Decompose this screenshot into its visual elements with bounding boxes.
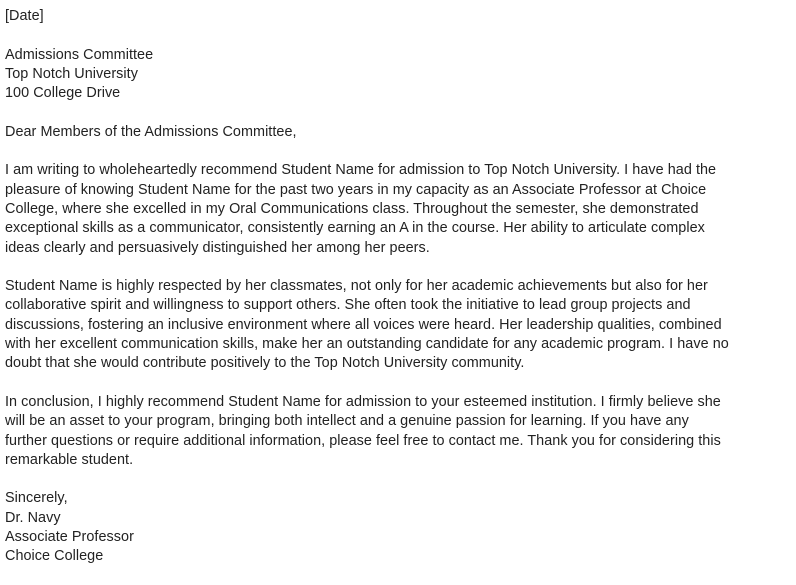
recipient-name: Admissions Committee: [5, 46, 154, 63]
paragraph-line: ideas clearly and persuasively distinguished her among her peers.: [5, 239, 430, 256]
letter-date: [Date]: [5, 8, 44, 24]
spacer: [5, 103, 793, 122]
recipient-block: [5, 46, 793, 104]
signature-name: Dr. Navy: [5, 509, 61, 526]
paragraph-line: exceptional skills as a communicator, consistently earning an A in the course. Her ability to articulate complex: [5, 220, 705, 237]
paragraph-line: doubt that she would contribute positively to the Top Notch University community.: [5, 355, 525, 372]
paragraph-line: Student Name is highly respected by her classmates, not only for her academic achievements but also for her: [5, 278, 708, 295]
closing: Sincerely,: [5, 490, 68, 507]
spacer: [5, 470, 793, 489]
salutation: Dear Members of the Admissions Committee,: [5, 123, 297, 140]
paragraph-line: will be an asset to your program, bringing both intellect and a genuine passion for learning. If you have any: [5, 413, 689, 430]
recommendation-letter: [5, 7, 793, 567]
paragraph-line: collaborative spirit and willingness to support others. She often took the initiative to lead group projects and: [5, 297, 691, 314]
paragraph-line: College, where she excelled in my Oral Communications class. Throughout the semester, she demonstrated: [5, 200, 699, 217]
spacer: [5, 258, 793, 277]
body-paragraph-2: [5, 277, 793, 373]
body-paragraph-3: [5, 393, 793, 470]
signature-title: Associate Professor: [5, 529, 134, 546]
paragraph-line: with her excellent communication skills, make her an outstanding candidate for any academic program. I have no: [5, 336, 729, 353]
paragraph-line: remarkable student.: [5, 451, 134, 468]
signature-institution: Choice College: [5, 548, 104, 565]
paragraph-line: In conclusion, I highly recommend Student Name for admission to your esteemed institution. I firmly believe she: [5, 393, 721, 410]
spacer: [5, 374, 793, 393]
paragraph-line: pleasure of knowing Student Name for the past two years in my capacity as an Associate Professor at Choice: [5, 181, 707, 198]
spacer: [5, 142, 793, 161]
paragraph-line: discussions, fostering an inclusive environment where all voices were heard. Her leadership qualities, combined: [5, 316, 722, 333]
paragraph-line: I am writing to wholeheartedly recommend Student Name for admission to Top Notch University. I have had the: [5, 162, 717, 179]
recipient-address: 100 College Drive: [5, 85, 121, 102]
spacer: [5, 26, 793, 45]
signature-block: [5, 509, 793, 567]
recipient-organization: Top Notch University: [5, 65, 138, 82]
body-paragraph-1: [5, 161, 793, 257]
paragraph-line: further questions or require additional information, please feel free to contact me. Thank you for considering this: [5, 432, 721, 449]
